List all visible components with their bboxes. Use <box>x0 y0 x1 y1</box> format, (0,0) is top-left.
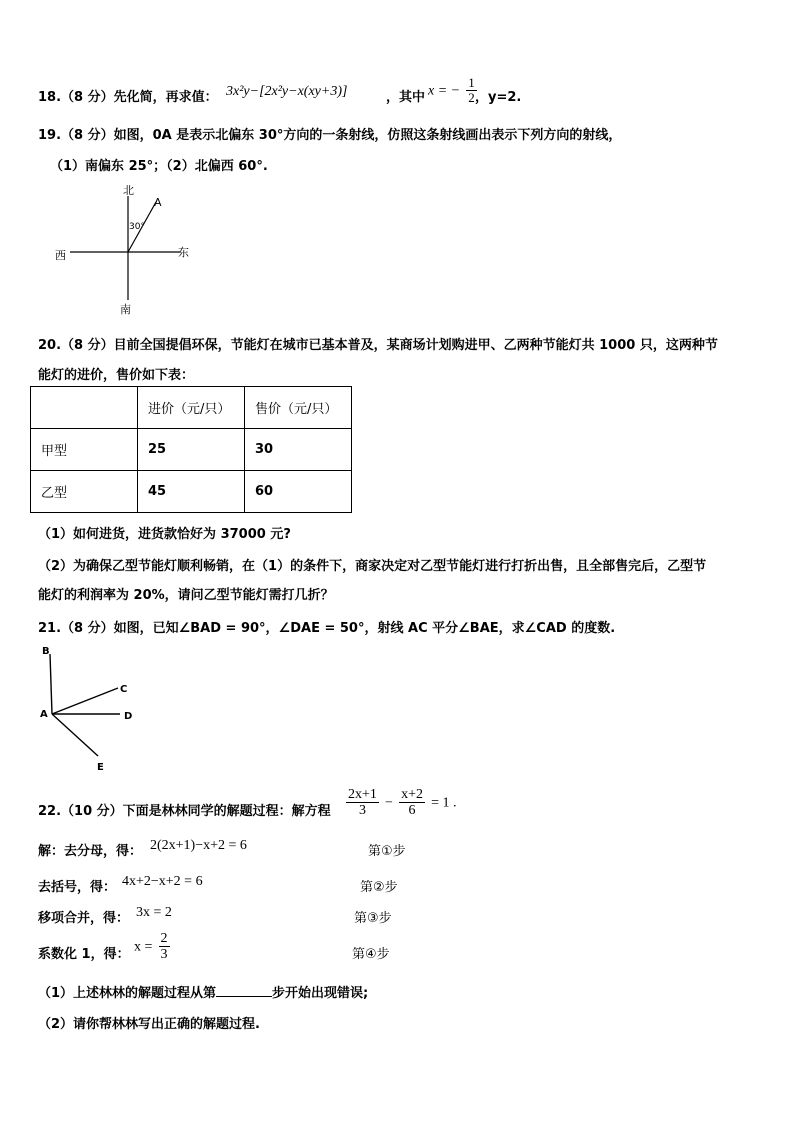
q22-frac1-num: 2x+1 <box>348 787 377 802</box>
table-cell: 45 <box>138 471 245 513</box>
step-4-num: 2 <box>160 931 168 946</box>
label-east: 东 <box>178 246 189 259</box>
step-4-label: 系数化 1，得： <box>38 947 130 962</box>
step-1-label: 解：去分母，得： <box>38 844 143 859</box>
step-2-tag: 第②步 <box>360 880 398 895</box>
q22-equation <box>344 787 457 819</box>
table-cell: 25 <box>138 429 245 471</box>
q21-score: （8 分） <box>61 621 114 636</box>
q22-sub1 <box>38 982 368 1001</box>
table-header-cell <box>31 387 138 429</box>
q22-sub1-b: 步开始出现错误; <box>272 986 369 1001</box>
q18-x-lhs: x = − <box>428 83 461 99</box>
label-d: D <box>124 711 133 722</box>
q18-score: （8 分） <box>61 90 114 105</box>
step-2-expr: 4x+2−x+2 = 6 <box>122 874 203 889</box>
label-b: B <box>42 646 50 657</box>
q18-condition <box>386 86 425 105</box>
label-angle: 30° <box>129 222 145 232</box>
q22-fraction-2 <box>399 787 425 819</box>
q22-frac1-den: 3 <box>358 803 366 819</box>
table-cell: 30 <box>245 429 352 471</box>
q22-score: （10 分） <box>61 804 123 819</box>
q22-rhs: = 1 . <box>431 795 457 811</box>
q22-minus: − <box>385 795 393 811</box>
q22-frac2-den: 6 <box>408 803 416 819</box>
q18-expression: 3x²y−[2x²y−x(xy+3)] <box>226 84 348 99</box>
step-4-fraction <box>159 931 170 963</box>
q18-x-num: 1 <box>468 75 475 90</box>
step-4-tag: 第④步 <box>352 947 390 962</box>
q18-line <box>38 86 218 105</box>
q21-line <box>38 617 615 636</box>
q18-text: 先化简，再求值： <box>113 90 218 105</box>
table-row <box>31 429 352 471</box>
table-header-cell: 售价（元/只） <box>245 387 352 429</box>
label-e: E <box>97 762 104 773</box>
q20-sub2b: 能灯的利润率为 20%，请问乙型节能灯需打几折？ <box>38 588 334 603</box>
q19-score: （8 分） <box>61 128 114 143</box>
step-3-tag: 第③步 <box>354 911 392 926</box>
q21-number: 21. <box>38 621 62 636</box>
q22-line <box>38 800 331 819</box>
q22-sub2: （2）请你帮林林写出正确的解题过程. <box>38 1017 260 1032</box>
q20-number: 20. <box>38 338 62 353</box>
q19-text: 如图，0A 是表示北偏东 30°方向的一条射线，仿照这条射线画出表示下列方向的射线， <box>113 128 622 143</box>
q22-number: 22. <box>38 804 62 819</box>
angle-figure <box>36 642 146 774</box>
q19-number: 19. <box>38 128 62 143</box>
q20-sub2a: （2）为确保乙型节能灯顺利畅销，在（1）的条件下，商家决定对乙型节能灯进行打折出售，且全部售完后，乙型节 <box>38 559 707 574</box>
label-north: 北 <box>123 184 134 197</box>
price-table <box>30 386 352 513</box>
step-4-lhs: x = <box>134 939 153 955</box>
q18-number: 18. <box>38 90 62 105</box>
label-c: C <box>120 684 128 695</box>
step-3-label: 移项合并，得： <box>38 911 130 926</box>
table-cell: 甲型 <box>31 429 138 471</box>
label-point-a: A <box>154 196 162 209</box>
compass-figure <box>50 182 210 317</box>
step-2-label: 去括号，得： <box>38 880 117 895</box>
ray-ab <box>50 654 52 714</box>
q20-line2: 能灯的进价，售价如下表： <box>38 368 195 383</box>
q19-sub: （1）南偏东 25°；（2）北偏西 60°. <box>50 159 268 174</box>
table-header-row <box>31 387 352 429</box>
table-cell: 乙型 <box>31 471 138 513</box>
q18-y-value: ，y=2. <box>475 90 522 105</box>
label-west: 西 <box>55 249 66 262</box>
q18-x-value <box>428 76 479 106</box>
q20-line1 <box>38 334 718 353</box>
q20-text1: 目前全国提倡环保，节能灯在城市已基本普及，某商场计划购进甲、乙两种节能灯共 1000 只，这两种节 <box>113 338 718 353</box>
ray-ac <box>52 688 118 714</box>
table-cell: 60 <box>245 471 352 513</box>
step-4-expr <box>134 931 172 963</box>
q22-text: 下面是林林同学的解题过程：解方程 <box>122 804 331 819</box>
table-header-cell: 进价（元/只） <box>138 387 245 429</box>
q20-score: （8 分） <box>61 338 114 353</box>
q22-sub1-a: （1）上述林林的解题过程从第 <box>38 986 217 1001</box>
label-a: A <box>40 709 48 720</box>
ray-ae <box>52 714 98 756</box>
step-1-expr: 2(2x+1)−x+2 = 6 <box>150 838 247 853</box>
step-1-tag: 第①步 <box>368 844 406 859</box>
q20-sub1: （1）如何进货，进货款恰好为 37000 元? <box>38 527 291 542</box>
step-3-expr: 3x = 2 <box>136 905 172 920</box>
q21-text: 如图，已知∠BAD = 90°，∠DAE = 50°，射线 AC 平分∠BAE，求∠CAD 的度数. <box>113 621 616 636</box>
q19-line <box>38 124 621 143</box>
table-row <box>31 471 352 513</box>
q18-text2: ，其中 <box>386 90 426 105</box>
q22-fraction-1 <box>346 787 379 819</box>
step-4-den: 3 <box>160 947 168 963</box>
label-south: 南 <box>120 303 131 316</box>
q18-x-den: 2 <box>468 90 475 106</box>
q22-frac2-num: x+2 <box>401 787 423 802</box>
answer-blank[interactable] <box>216 984 272 997</box>
